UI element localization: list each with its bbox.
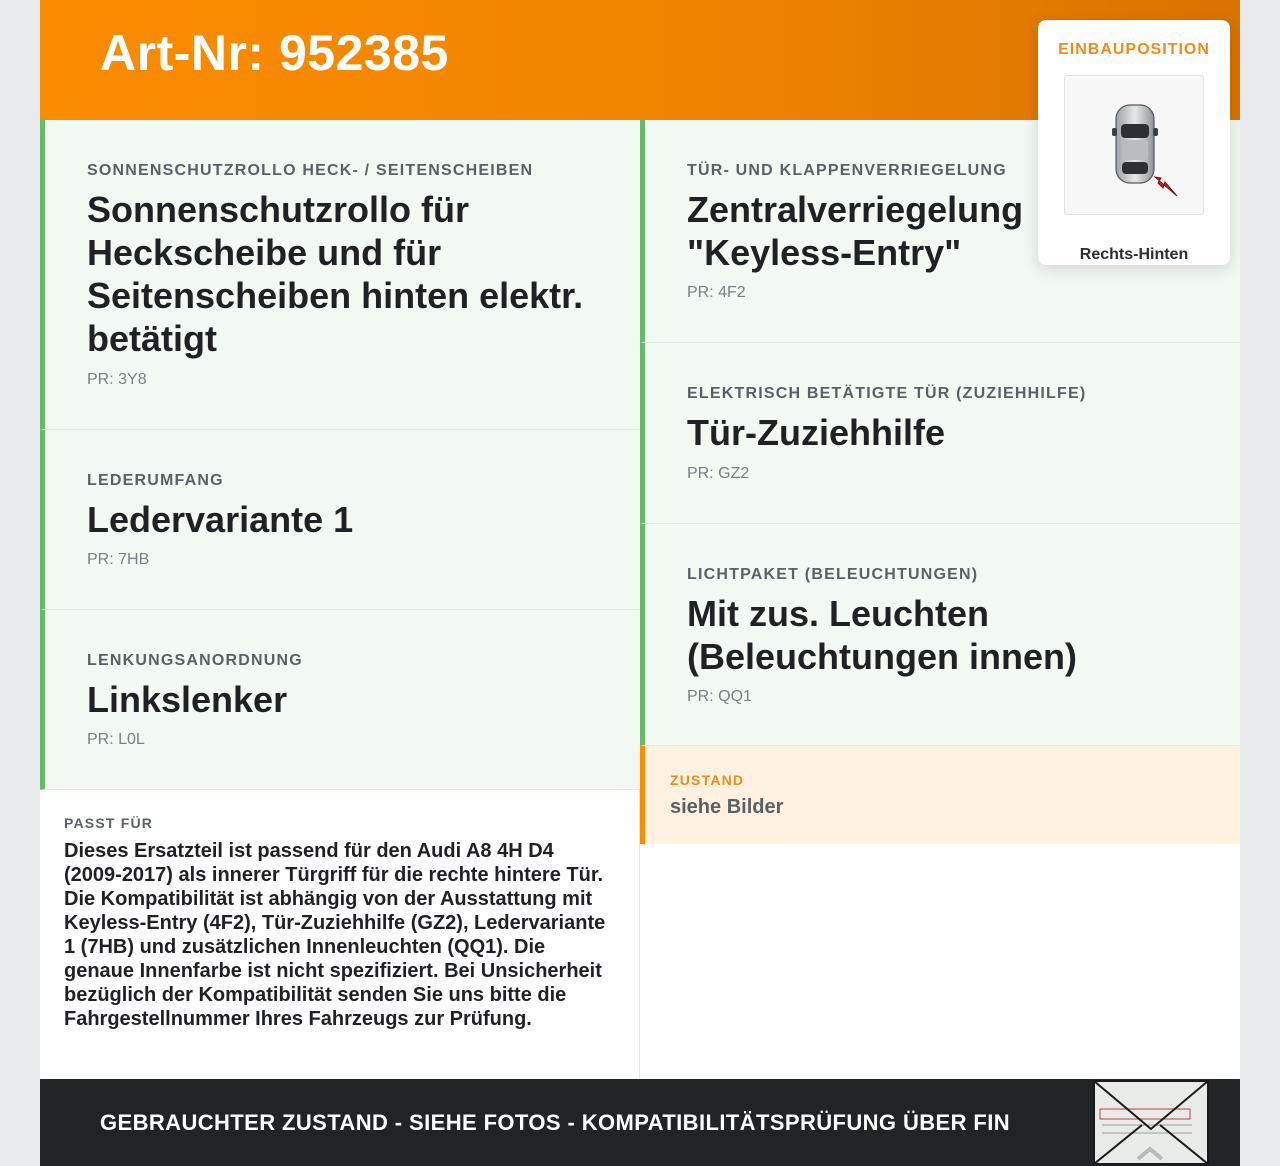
- compatibility-category: PASST FÜR: [64, 815, 154, 831]
- listing-page: [40, 0, 1240, 1166]
- spec-card-zuziehhilfe: [640, 343, 1240, 524]
- spec-category: LEDERUMFANG: [87, 472, 224, 489]
- installation-position-title: EINBAUPOSITION: [1058, 41, 1210, 58]
- compatibility-box: [40, 790, 640, 1079]
- vehicle-document-envelope-icon: [1092, 1079, 1210, 1166]
- condition-value: siehe Bilder: [670, 796, 784, 818]
- spec-category: ELEKTRISCH BETÄTIGTE TÜR (ZUZIEHHILFE): [687, 385, 1087, 402]
- spec-value: Ledervariante 1: [87, 499, 354, 540]
- spec-value: Sonnenschutzrollo für Heckscheibe und für Seitenscheiben hinten elektr. betätigt: [87, 189, 584, 359]
- spec-value: Tür-Zuziehhilfe: [687, 412, 945, 453]
- installation-position-label: Rechts-Hinten: [1079, 246, 1189, 263]
- spec-card-lenkung: [40, 610, 640, 790]
- spec-category: SONNENSCHUTZROLLO HECK- / SEITENSCHEIBEN: [87, 162, 534, 179]
- footer-bar: [40, 1079, 1240, 1166]
- spec-pr-code: PR: 3Y8: [87, 371, 147, 388]
- spec-value: Zentralverriegelung "Keyless-Entry": [687, 189, 1024, 273]
- spec-value: Linkslenker: [87, 679, 288, 720]
- spec-card-sonnenschutz: [40, 120, 640, 430]
- condition-category: ZUSTAND: [670, 772, 745, 788]
- spec-pr-code: PR: L0L: [87, 731, 145, 748]
- installation-position-image: [1064, 75, 1204, 215]
- spec-pr-code: PR: 4F2: [687, 284, 746, 301]
- spec-value: Mit zus. Leuchten (Beleuchtungen innen): [687, 593, 1077, 677]
- spec-card-lichtpaket: [640, 524, 1240, 746]
- spec-category: TÜR- UND KLAPPENVERRIEGELUNG: [687, 162, 1007, 179]
- spec-pr-code: PR: GZ2: [687, 465, 750, 482]
- spec-category: LICHTPAKET (BELEUCHTUNGEN): [687, 566, 979, 583]
- installation-position-card: [1038, 20, 1230, 265]
- compatibility-text: Dieses Ersatzteil ist passend für den Audi A8 4H D4 (2009-2017) als innerer Türgriff für die rechte hintere Tür. Die Kompatibilität ist abhängig von der Ausstattung mit Keyless-Entry (4F2), Tür-Zuziehhilfe (GZ2), Ledervariante 1 (7HB) und zusätzlichen Innenleuchten (QQ1). Die genaue Innenfarbe ist nicht spezifiziert. Bei Unsicherheit bezüglich der Kompatibilität senden Sie uns bitte die Fahrgestellnummer Ihres Fahrzeugs zur Prüfung.: [64, 840, 606, 1030]
- car-top-view-icon: [1065, 76, 1203, 214]
- footer-text: GEBRAUCHTER ZUSTAND - SIEHE FOTOS - KOMPATIBILITÄTSPRÜFUNG ÜBER FIN: [100, 1110, 1011, 1135]
- spec-category: LENKUNGSANORDNUNG: [87, 652, 303, 669]
- spec-pr-code: PR: QQ1: [687, 688, 752, 705]
- spec-pr-code: PR: 7HB: [87, 551, 150, 568]
- article-number-title: Art-Nr: 952385: [100, 25, 449, 81]
- spec-card-lederumfang: [40, 430, 640, 610]
- condition-box: [640, 746, 1240, 844]
